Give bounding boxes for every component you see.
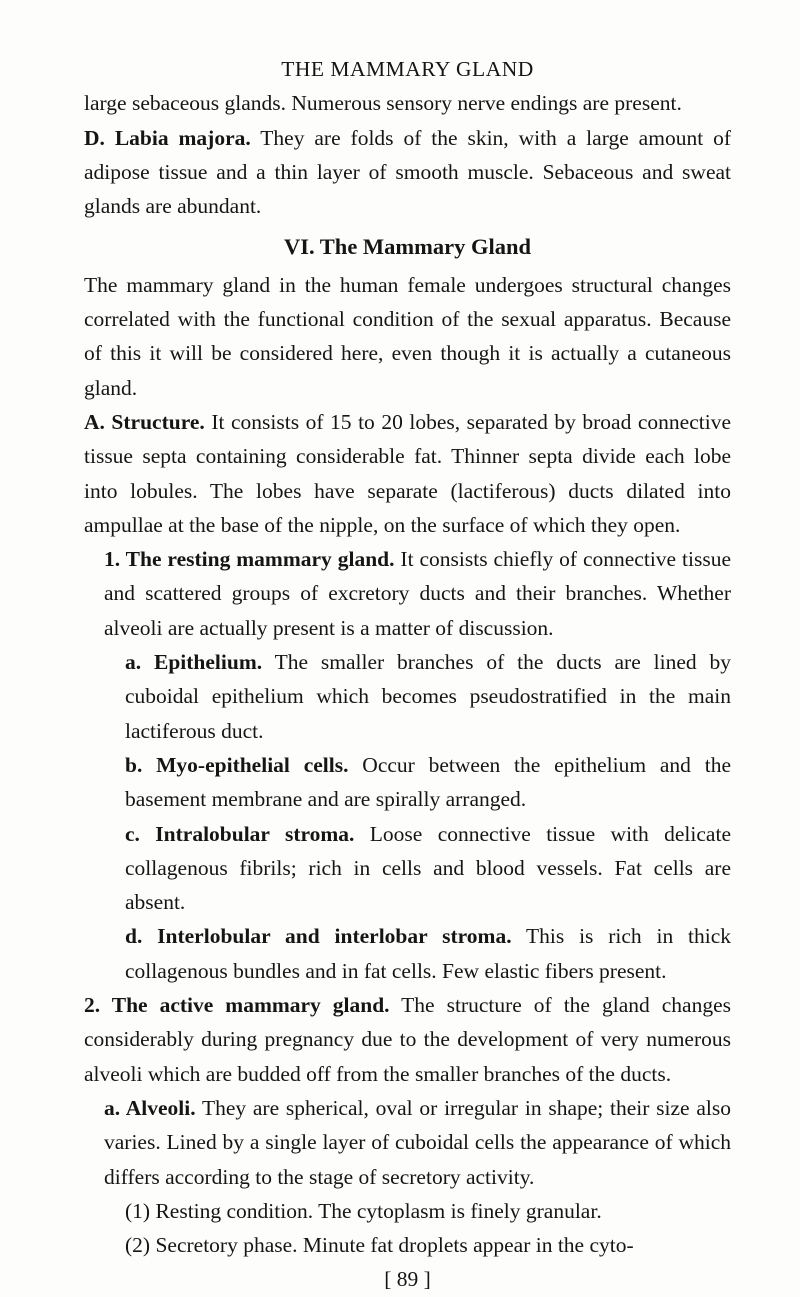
paragraph-label: a. Alveoli.	[104, 1095, 196, 1120]
paragraph-active-gland: 2. The active mammary gland. The structure of the gland changes considerably during pregnancy due to the development of very numerous alveoli which are budded off from the smaller branches of the ducts.	[84, 993, 731, 1086]
paragraph-intralobular: c. Intralobular stroma. Loose connective tissue with delicate collagenous fibrils; rich in cells and blood vessels. Fat cells are absent.	[125, 821, 731, 915]
paragraph-alveoli: a. Alveoli. They are spherical, oval or irregular in shape; their size also varies. Lined by a single layer of cuboidal cells the appearance of which differs according to the stage of secretory activity.	[104, 1095, 731, 1189]
paragraph-resting-condition: (1) Resting condition. The cytoplasm is finely granular.	[125, 1198, 602, 1223]
paragraph-continuation: large sebaceous glands. Numerous sensory nerve endings are present.	[84, 91, 682, 116]
paragraph-myo-epithelial: b. Myo-epithelial cells. Occur between the epithelium and the basement membrane and are spirally arranged.	[125, 752, 731, 812]
running-head: THE MAMMARY GLAND	[281, 57, 534, 81]
paragraph-label: 2. The active mammary gland.	[84, 993, 390, 1018]
paragraph-label: a. Epithelium.	[125, 650, 263, 675]
book-page	[84, 52, 731, 1297]
paragraph-label: A. Structure.	[84, 409, 205, 434]
paragraph-labia-majora: D. Labia majora. They are folds of the skin, with a large amount of adipose tissue and a thin layer of smooth muscle. Sebaceous and sweat glands are abundant.	[84, 125, 731, 219]
paragraph-epithelium: a. Epithelium. The smaller branches of the ducts are lined by cuboidal epithelium which becomes pseudostratified in the main lactiferous duct.	[125, 650, 731, 743]
paragraph-intro: The mammary gland in the human female undergoes structural changes correlated with the functional condition of the sexual apparatus. Because of this it will be considered here, even though it is actually a cutaneous gland.	[84, 272, 731, 400]
paragraph-label: 1. The resting mammary gland.	[104, 547, 395, 572]
section-title: VI. The Mammary Gland	[283, 234, 532, 260]
paragraph-label: c. Intralobular stroma.	[125, 821, 355, 846]
paragraph-label: b. Myo-epithelial cells.	[125, 752, 349, 777]
paragraph-structure: A. Structure. It consists of 15 to 20 lobes, separated by broad connective tissue septa containing considerable fat. Thinner septa divide each lobe into lobules. The lobes have separate (lactiferous) ducts dilated into ampullae at the base of the nipple, on the surface of which they open.	[84, 409, 731, 537]
page-number: [ 89 ]	[384, 1267, 431, 1292]
paragraph-interlobular: d. Interlobular and interlobar stroma. This is rich in thick collagenous bundles and in fat cells. Few elastic fibers present.	[125, 924, 731, 983]
paragraph-resting-gland: 1. The resting mammary gland. It consists chiefly of connective tissue and scattered groups of excretory ducts and their branches. Whether alveoli are actually present is a matter of discussion.	[104, 547, 731, 640]
paragraph-label: D. Labia majora.	[84, 125, 251, 150]
paragraph-secretory-phase: (2) Secretory phase. Minute fat droplets appear in the cyto-	[125, 1233, 634, 1258]
paragraph-label: d. Interlobular and interlobar stroma.	[125, 924, 512, 949]
